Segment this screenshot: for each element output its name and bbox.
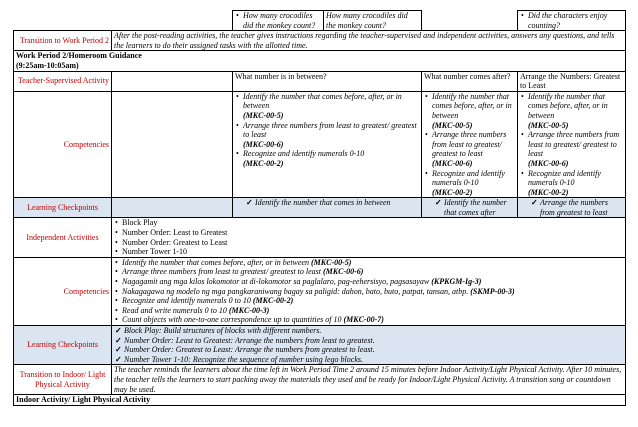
competency-item: • Arrange three numbers from least to greatest/ greatest to least — [243, 121, 419, 140]
competency-item: • Identify the number that comes before, after, or in between — [528, 92, 623, 121]
checkpoint-ind-item: ✓ Block Play: Build structures of blocks with different numbers. — [124, 326, 623, 336]
competencies-ts-col4 — [518, 91, 626, 198]
checkpoint-ts-2 — [233, 198, 422, 218]
competency-code: (MKC-00-5) — [528, 120, 569, 130]
wp2-header-row — [14, 51, 626, 71]
competency-ind-item: • Identify the number that comes before, after, or in between (MKC-00-5) — [122, 258, 623, 268]
top-cell-2 — [233, 11, 324, 31]
checkpoints-ind-cell — [112, 326, 626, 365]
competency-code: (MKC-00-5) — [432, 120, 473, 130]
competency-code: (MKC-00-6) — [528, 158, 569, 168]
competency-item: • Arrange three numbers from least to greatest/ greatest to least — [432, 130, 515, 159]
competencies-ts-col2 — [233, 91, 422, 198]
checkpoint-ts-4 — [518, 198, 626, 218]
ts-activity-2: What number is in between? — [233, 71, 422, 91]
top-cell-3: How many crocodiles did the monkey count? — [324, 11, 422, 31]
independent-item: • Number Order: Least to Greatest — [122, 228, 623, 238]
competency-item: • Identify the number that comes before, after, or in between — [432, 92, 515, 121]
checkpoints-ts-label: Learning Checkpoints — [14, 198, 112, 218]
independent-row — [14, 218, 626, 257]
teacher-supervised-label: Teacher-Supervised Activity — [14, 71, 112, 91]
checkpoints-ts-row — [14, 198, 626, 218]
independent-item: • Block Play — [122, 218, 623, 228]
transition-indoor-row — [14, 365, 626, 395]
checkpoint-item: ✓ Identify the number that comes after — [444, 198, 515, 217]
checkpoint-item: ✓ Arrange the numbers from greatest to least — [540, 198, 623, 217]
competencies-ts-col3 — [422, 91, 518, 198]
checkpoint-ind-item: ✓ Number Tower 1-10: Recognize the sequence of number using lego blocks. — [124, 355, 623, 365]
checkpoints-ind-label: Learning Checkpoints — [14, 326, 112, 365]
competency-item: • Identify the number that comes before, after, or in between — [243, 92, 419, 111]
indoor-header: Indoor Activity/ Light Physical Activity — [14, 395, 626, 406]
transition-indoor-text: The teacher reminds the learners about the time left in Work Period Time 2 around 15 minutes before Indoor Activity/Light Physical Activity. After 10 minutes, the teacher tells the learners to start packing away the materials they used and be ready for Indoor/Light Physical Activity. A transition song or countdown may be used. — [112, 365, 626, 395]
competency-ind-item: • Arrange three numbers from least to greatest/ greatest to least (MKC-00-6) — [122, 267, 623, 277]
top-question-2: • How many crocodiles did the monkey count? — [243, 11, 321, 30]
checkpoint-item: ✓ Identify the number that comes in between — [255, 198, 419, 208]
competency-ind-item: • Nagagamit ang mga kilos lokomotor at di-lokomotor sa paglalaro, pag-eehersisyo, pagsasayaw (KPKGM-Ig-3) — [122, 277, 623, 287]
competency-code: (MKC-00-5) — [243, 110, 284, 120]
top-question-4: • Did the characters enjoy counting? — [528, 11, 623, 30]
competency-item: • Recognize and identify numerals 0-10 — [432, 169, 515, 188]
competency-code: (MKC-00-2) — [528, 187, 569, 197]
transition-wp2-row — [14, 31, 626, 51]
teacher-supervised-row — [14, 71, 626, 91]
competency-ind-item: • Read and write numerals 0 to 10 (MKC-00-3) — [122, 306, 623, 316]
competency-item: • Arrange three numbers from least to greatest/ greatest to least — [528, 130, 623, 159]
independent-item: • Number Tower 1-10 — [122, 247, 623, 257]
competencies-ts-row — [14, 91, 626, 198]
top-row — [14, 11, 626, 31]
ts-activity-3: What number comes after? — [422, 71, 518, 91]
competency-ind-item: • Count objects with one-to-one correspondence up to quantities of 10 (MKC-00-7) — [122, 315, 623, 325]
competency-item: • Recognize and identify numerals 0-10 — [243, 149, 419, 159]
indoor-header-row — [14, 395, 626, 406]
independent-label: Independent Activities — [14, 218, 112, 257]
checkpoint-ind-item: ✓ Number Order: Greatest to Least: Arrange the numbers from greatest to least. — [124, 345, 623, 355]
competency-item: • Recognize and identify numerals 0-10 — [528, 169, 623, 188]
competencies-ind-row — [14, 257, 626, 325]
checkpoint-ind-item: ✓ Number Order: Least to Greatest: Arrange the numbers from least to greatest. — [124, 336, 623, 346]
wp2-header — [14, 51, 626, 71]
competencies-ts-label: Competencies — [14, 91, 112, 198]
independent-item: • Number Order: Greatest to Least — [122, 238, 623, 248]
checkpoint-ts-3 — [422, 198, 518, 218]
checkpoints-ind-row — [14, 326, 626, 365]
transition-wp2-text: After the post-reading activities, the teacher gives instructions regarding the teacher-supervised and independent activities, answers any questions, and tells the learners to do their assigned tasks with the allotted time. — [112, 31, 626, 51]
competency-code: (MKC-00-2) — [243, 158, 284, 168]
competencies-ind-cell — [112, 257, 626, 325]
ts-activity-4: Arrange the Numbers: Greatest to Least — [518, 71, 626, 91]
transition-wp2-label: Transition to Work Period 2 — [14, 31, 112, 51]
wp2-time: (9:25am-10:05am) — [16, 60, 79, 70]
wp2-title: Work Period 2/Homeroom Guidance — [16, 51, 142, 61]
transition-indoor-label: Transition to Indoor/ Light Physical Activity — [14, 365, 112, 395]
competency-code: (MKC-00-6) — [243, 139, 284, 149]
competency-ind-item: • Recognize and identify numerals 0 to 10 (MKC-00-2) — [122, 296, 623, 306]
competency-ind-item: • Nakagagawa ng modelo ng mga pangkaraniwang bagay sa paligid: dahon, bato, buto, patpat, tansan, atbp. (SKMP-00-3) — [122, 287, 623, 297]
competency-code: (MKC-00-2) — [432, 187, 473, 197]
competencies-ind-label: Competencies — [14, 257, 112, 325]
independent-list-cell — [112, 218, 626, 257]
top-cell-4 — [518, 11, 626, 31]
lesson-plan-table — [13, 10, 626, 406]
competency-code: (MKC-00-6) — [432, 158, 473, 168]
